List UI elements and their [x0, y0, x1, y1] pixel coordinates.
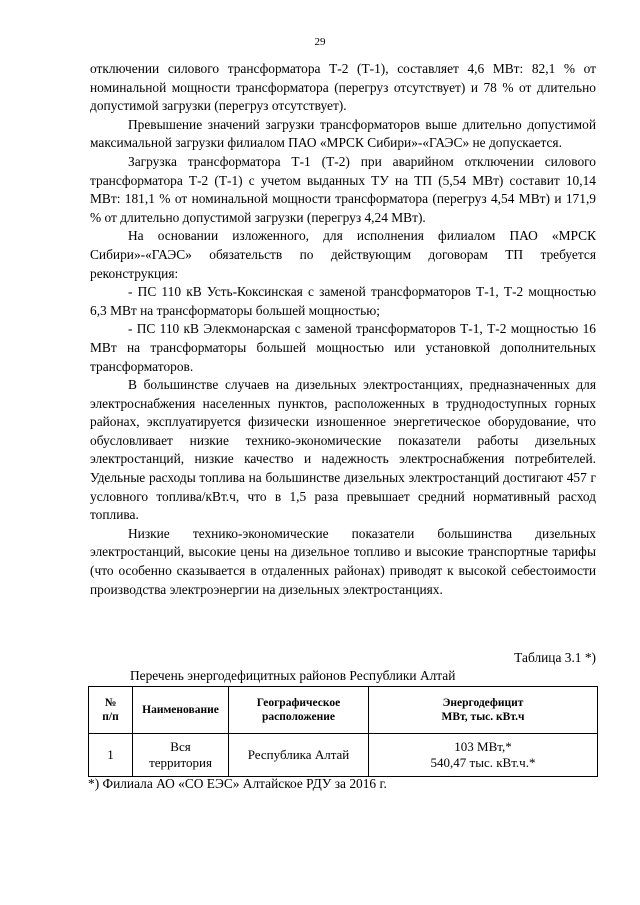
table-number-label: Таблица 3.1 *)	[514, 650, 596, 665]
paragraph: На основании изложенного, для исполнения филиалом ПАО «МРСК Сибири»-«ГАЭС» обязательств по действующим договорам ТП требуется реконструкция:	[90, 228, 596, 281]
table-row	[89, 734, 598, 777]
paragraph: - ПС 110 кВ Элекмонарская с заменой трансформаторов Т-1, Т-2 мощностью 16 МВт на трансформаторы большей мощностью или установкой дополнительных трансформаторов.	[90, 321, 596, 374]
table-footnote: *) Филиала АО «СО ЕЭС» Алтайское РДУ за 2016 г.	[88, 776, 387, 791]
header-geo: Географическое расположение	[229, 687, 369, 734]
page-number: 29	[314, 36, 326, 48]
header-num: № п/п	[89, 687, 133, 734]
header-name: Наименование	[133, 687, 229, 734]
paragraph: Превышение значений загрузки трансформаторов выше длительно допустимой максимальной загрузки филиалом ПАО «МРСК Сибири»-«ГАЭС» не допускается.	[90, 116, 596, 151]
paragraph: Низкие технико-экономические показатели большинства дизельных электростанций, высокие цены на дизельное топливо и высокие транспортные тарифы (что особенно сказывается в отдаленных районах) приводят к высокой себестоимости производства электроэнергии на дизельных электростанциях.	[90, 525, 596, 597]
paragraph: - ПС 110 кВ Усть-Коксинская с заменой трансформаторов Т-1, Т-2 мощностью 6,3 МВт на трансформаторы большей мощностью;	[90, 284, 596, 318]
table-header-row	[89, 687, 598, 734]
cell-deficit: 103 МВт,* 540,47 тыс. кВт.ч.*	[369, 734, 598, 777]
paragraph: отключении силового трансформатора Т-2 (Т-1), составляет 4,6 МВт: 82,1 % от номинальной мощности трансформатора (перегруз отсутствует) и 78 % от длительно допустимой загрузки (перегруз отсутствует).	[90, 61, 596, 114]
cell-geo: Республика Алтай	[229, 734, 369, 777]
paragraph: Загрузка трансформатора Т-1 (Т-2) при аварийном отключении силового трансформатора Т-2 (Т-1) с учетом выданных ТУ на ТП (5,54 МВт) составит 10,14 МВт: 181,1 % от номинальной мощности трансформатора (перегруз 4,54 МВт) и 171,9 % от длительно допустимой загрузки (перегруз 4,24 МВт).	[90, 153, 596, 225]
paragraph: В большинстве случаев на дизельных электростанциях, предназначенных для электроснабжения населенных пунктов, расположенных в труднодоступных горных районах, эксплуатируется физически изношенное энергетическое оборудование, что обусловливает низкие технико-экономические показатели работы дизельных электростанций, низкие качество и надежность электроснабжения потребителей. Удельные расходы топлива на большинстве дизельных электростанций достигают 457 г условного топлива/кВт.ч, что в 1,5 раза превышает средний нормативный расход топлива.	[90, 377, 596, 523]
body-text	[90, 60, 596, 599]
header-deficit: Энергодефицит МВт, тыс. кВт.ч	[369, 687, 598, 734]
cell-num: 1	[89, 734, 133, 777]
energy-deficit-table	[88, 686, 598, 777]
cell-name: Вся территория	[133, 734, 229, 777]
table-title: Перечень энергодефицитных районов Республики Алтай	[130, 668, 456, 683]
